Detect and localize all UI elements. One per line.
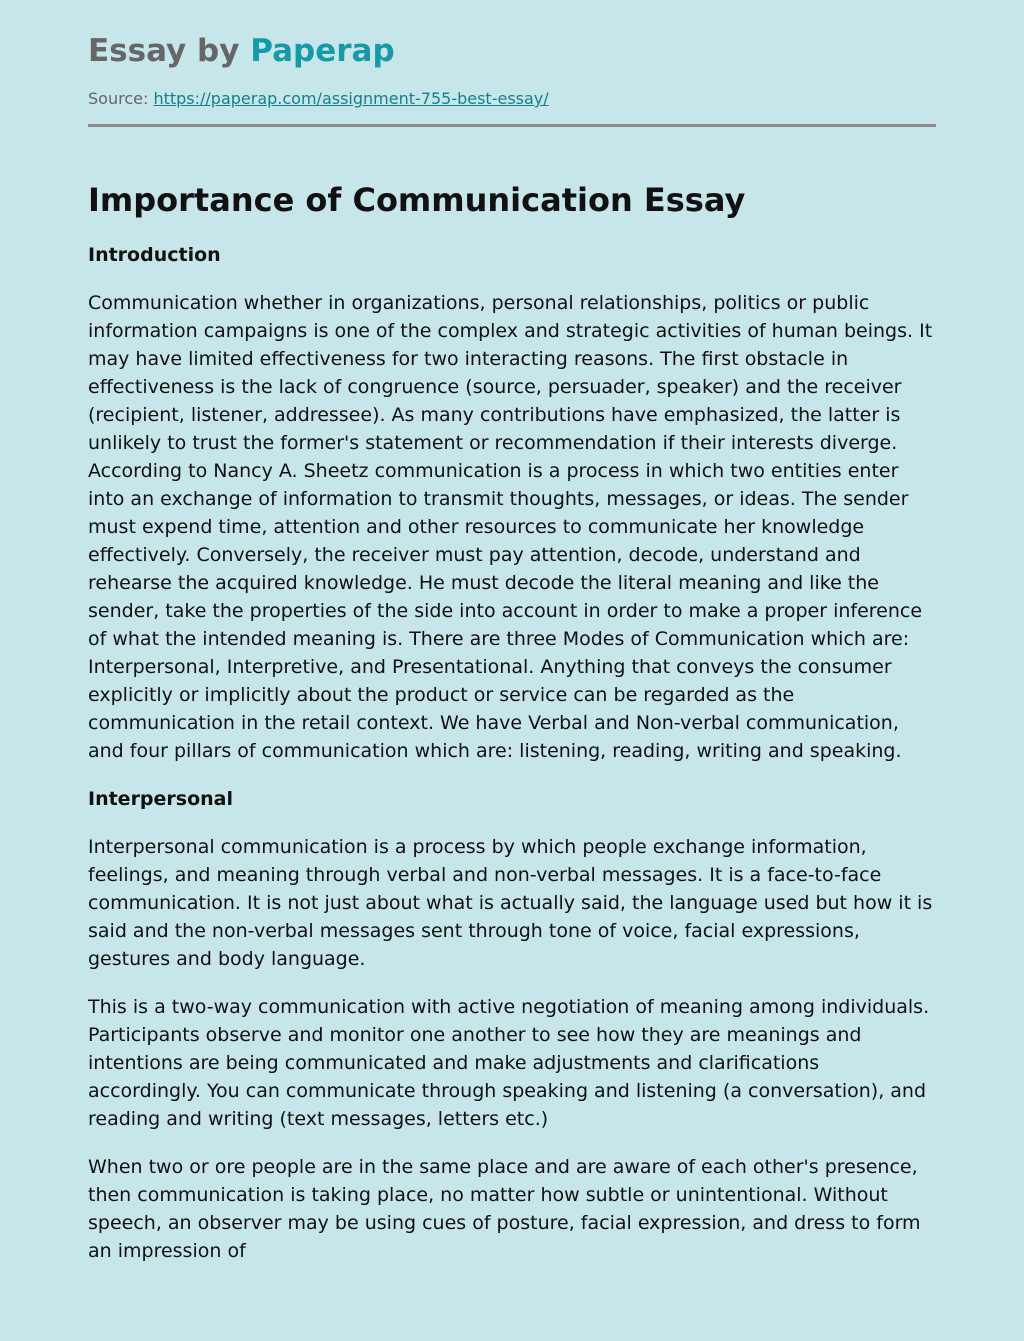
site-brand[interactable] <box>88 32 936 70</box>
section-heading-interpersonal: Interpersonal <box>88 788 234 810</box>
introduction-paragraph: Communication whether in organizations, personal relationships, politics or public information campaigns is one of the complex and strategic activities of human beings. It may have limited effectiveness for two interacting reasons. The first obstacle in effectiveness is the lack of congruence (source, persuader, speaker) and the receiver (recipient, listener, addressee). As many contributions have emphasized, the latter is unlikely to trust the former's statement or recommendation if their interests diverge. According to Nancy A. Sheetz communication is a process in which two entities enter into an exchange of information to transmit thoughts, messages, or ideas. The sender must expend time, attention and other resources to communicate her knowledge effectively. Conversely, the receiver must pay attention, decode, understand and rehearse the acquired knowledge. He must decode the literal meaning and like the sender, take the properties of the side into account in order to make a proper inference of what the intended meaning is. There are three Modes of Communication which are: Interpersonal, Interpretive, and Presentational. Anything that conveys the consumer explicitly or implicitly about the product or service can be regarded as the communication in the retail context. We have Verbal and Non-verbal communication, and four pillars of communication which are: listening, reading, writing and speaking. <box>88 292 933 762</box>
site-header <box>88 32 936 110</box>
interpersonal-paragraph-3: When two or ore people are in the same place and are aware of each other's presence, then communication is taking place, no matter how subtle or unintentional. Without speech, an observer may be using cues of posture, facial expression, and dress to form an impression of <box>88 1156 921 1262</box>
interpersonal-paragraph-1: Interpersonal communication is a process by which people exchange information, feelings, and meaning through verbal and non-verbal messages. It is a face-to-face communication. It is not just about what is actually said, the language used but how it is said and the non-verbal messages sent through tone of voice, facial expressions, gestures and body language. <box>88 836 933 970</box>
source-line <box>88 88 936 110</box>
article-title: Importance of Communication Essay <box>88 181 746 219</box>
section-heading-introduction: Introduction <box>88 244 221 266</box>
header-divider <box>88 124 936 127</box>
article-content <box>88 179 938 1265</box>
brand-name: Paperap <box>250 33 395 69</box>
source-link[interactable]: https://paperap.com/assignment-755-best-essay/ <box>153 89 549 108</box>
interpersonal-paragraph-2: This is a two-way communication with active negotiation of meaning among individuals. Participants observe and monitor one another to see how they are meanings and intentions are being communicated and make adjustments and clarifications accordingly. You can communicate through speaking and listening (a conversation), and reading and writing (text messages, letters etc.) <box>88 996 930 1130</box>
brand-prefix: Essay by <box>88 33 251 69</box>
source-label: Source: <box>88 89 149 108</box>
